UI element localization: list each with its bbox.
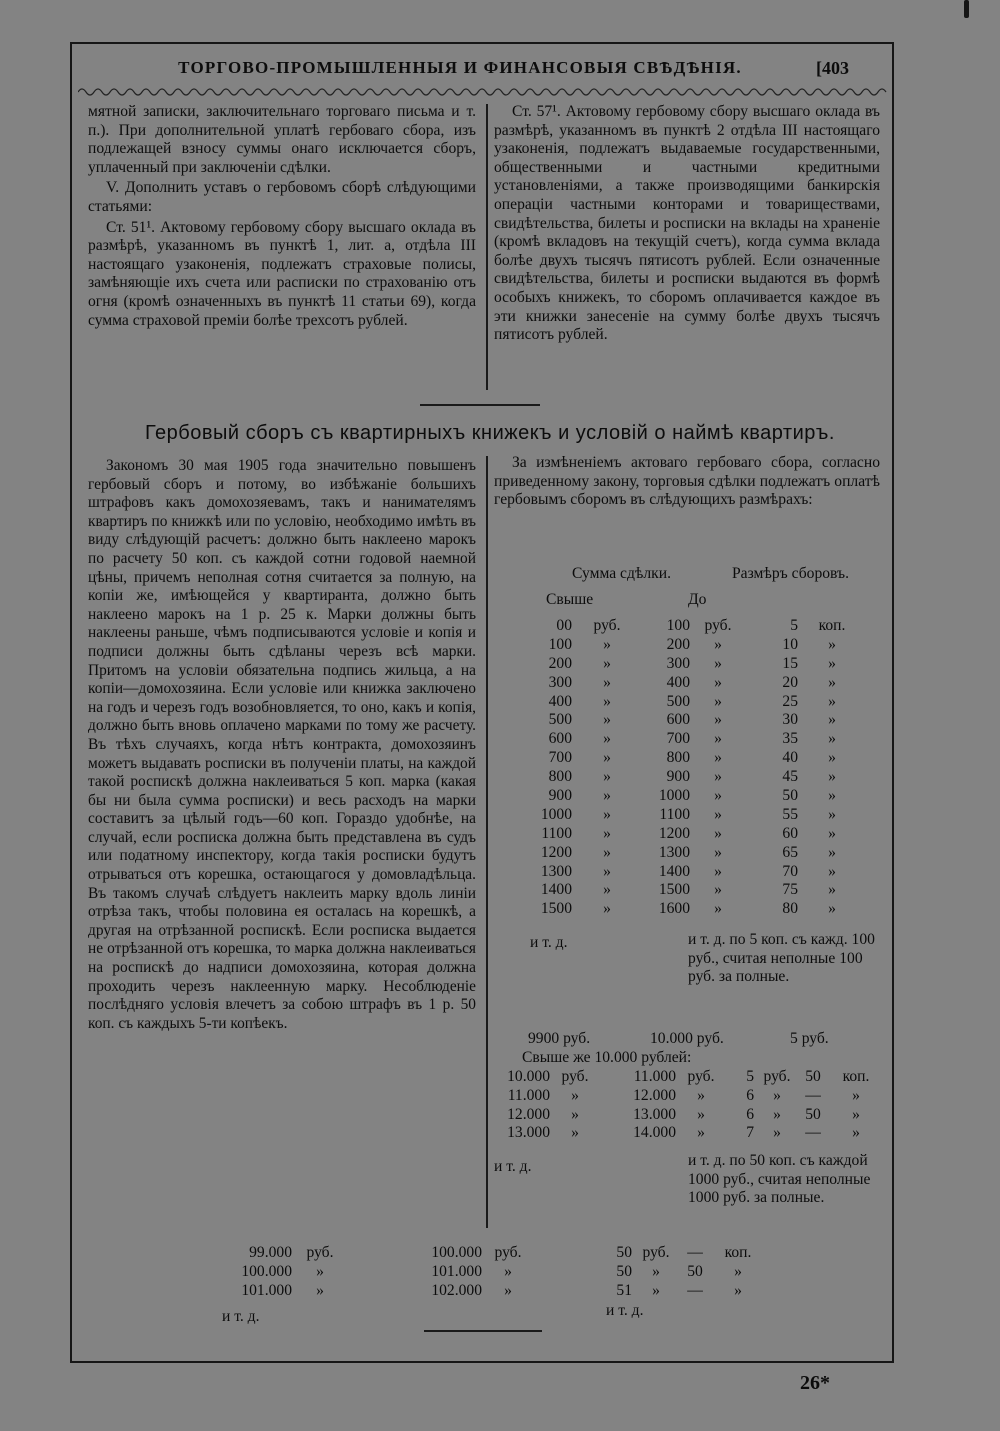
table-row [500, 617, 885, 636]
cell-to-unit: » [504, 1262, 512, 1280]
cell-from-unit: руб. [561, 1067, 589, 1085]
cell-to-unit: » [714, 824, 722, 842]
cell-fee: 70 [782, 862, 798, 880]
scan-mark [964, 0, 969, 18]
cell-to: 1400 [658, 862, 690, 880]
cell-fee-unit: » [828, 730, 836, 748]
cell-to-unit: » [714, 635, 722, 653]
cell-to-unit: » [504, 1281, 512, 1299]
cell-to-unit: » [697, 1105, 705, 1123]
paragraph: За измѣненіемъ актоваго гербоваго сбора, согласно приведенному закону, торговыя сдѣлки подлежатъ оплатѣ гербовымъ сборомъ въ слѣдующихъ размѣрахъ: [494, 454, 880, 509]
cell-rub-unit: руб. [763, 1067, 791, 1085]
row-9900-to: 10.000 руб. [650, 1030, 724, 1047]
cell-to-unit: » [714, 881, 722, 899]
cell-kop-unit: » [852, 1086, 860, 1104]
cell-from: 1300 [540, 862, 572, 880]
cell-fee: 80 [782, 900, 798, 918]
cell-from-unit: » [571, 1124, 579, 1142]
cell-fee-unit: » [828, 805, 836, 823]
etc-label: и т. д. [606, 1302, 644, 1319]
cell-to: 14.000 [633, 1124, 676, 1142]
cell-from: 11.000 [507, 1086, 550, 1104]
cell-to: 1100 [659, 805, 690, 823]
cell-fee-unit: » [828, 749, 836, 767]
cell-from: 400 [548, 692, 572, 710]
cell-from: 00 [556, 617, 572, 634]
cell-from-unit: » [316, 1281, 324, 1299]
cell-from-unit: » [603, 673, 611, 691]
cell-from-unit: руб. [593, 617, 621, 634]
cell-kop-unit: » [734, 1262, 742, 1280]
cell-from: 1400 [540, 881, 572, 899]
cell-from-unit: руб. [306, 1244, 334, 1261]
paragraph: Ст. 51¹. Актовому гербовому сбору высшаго оклада въ размѣрѣ, указанномъ въ пунктѣ 1, лит. а, отдѣла III настоящаго узаконенія, подлежатъ страховые полисы, замѣняющіе ихъ счета или расписки по страхованію отъ огня (кромѣ означенныхъ въ пунктѣ 11 статьи 69), когда сумма страховой преміи болѣе трехсотъ рублей. [88, 218, 476, 329]
cell-fee: 60 [782, 824, 798, 842]
cell-from-unit: » [603, 711, 611, 729]
cell-fee: 65 [782, 843, 798, 861]
top-left-column [88, 103, 476, 330]
cell-fee: 20 [782, 673, 798, 691]
cell-from: 13.000 [507, 1124, 550, 1142]
lower-left-column [88, 457, 476, 1033]
cell-rub: 6 [746, 1086, 754, 1104]
table-row [500, 787, 885, 806]
cell-to: 500 [666, 692, 690, 710]
cell-fee: 35 [782, 730, 798, 748]
cell-rub: 51 [616, 1281, 632, 1299]
table-row [500, 655, 885, 674]
header-ornament [78, 86, 890, 98]
cell-from-unit: » [603, 843, 611, 861]
cell-from: 99.000 [249, 1244, 292, 1261]
cell-to: 102.000 [431, 1281, 482, 1299]
cell-from: 100.000 [241, 1262, 292, 1280]
cell-to-unit: » [714, 654, 722, 672]
cell-from-unit: » [603, 862, 611, 880]
cell-from: 600 [548, 730, 572, 748]
cell-to-unit: » [714, 749, 722, 767]
table-row [220, 1263, 780, 1282]
cell-from: 1000 [540, 805, 572, 823]
cell-fee-unit: коп. [818, 617, 846, 634]
rate-table [500, 565, 885, 919]
table-row [500, 825, 885, 844]
cell-from: 1100 [541, 824, 572, 842]
table-row [500, 806, 885, 825]
cell-fee: 15 [782, 654, 798, 672]
signature-mark: 26* [800, 1372, 830, 1394]
paragraph: Закономъ 30 мая 1905 года значительно повышенъ гербовый сборъ и потому, во избѣжаніе большихъ штрафовъ какъ домохозяевамъ, такъ и нанимателямъ квартиръ по книжкѣ или по условію, необходимо имѣть въ виду слѣдующій расчетъ: должно быть наклеено марокъ по расчету 50 коп. съ каждой сотни годовой наемной цѣны, причемъ неполная сотня считается за полную, на копіи же, имѣющейся у квартиранта, должно быть наклеено марокъ на 1 р. 25 к. Марки должны быть наклеены раньше, чѣмъ подписываются условіе и копія и подписи должны быть сдѣланы черезъ всѣ марки. Притомъ на условіи обязательна подпись жильца, а на копіи—домохозяина. Если условіе или книжка заключено на годъ и черезъ годъ возобновляется, то оно, какъ и копія, должно быть вновь оплачено марками по тому же расчету. Въ тѣхъ случаяхъ, когда нѣтъ контракта, домохозяинъ можетъ выдавать росписки въ полученіи платы, на каждой такой роспискѣ должна наклеиваться 5 коп. марка (какая бы ни была сумма росписки) и весь расходъ на марки составитъ за цѣлый годъ—60 коп. Гораздо удобнѣе, на случай, если росписка должна быть представлена въ судъ или податному инспектору, когда такія росписки будутъ отрываться отъ корешка, остающагося у домовладѣльца. Въ такомъ случаѣ слѣдуетъ наклеить марку вдоль линіи отрѣза такъ, чтобы половина ея осталась на корешкѣ, а другая на отрѣзанной роспискѣ. Если росписка выдается не отрѣзанной отъ корешка, то марка должна наклеиваться на роспискѣ до надписи домохозяина, которая должна проходить черезъ наклеенную марку. Несоблюденіе послѣдняго условія влечетъ за собою штрафъ въ 1 р. 50 коп. съ каждыхъ 5-ти копѣекъ. [88, 457, 476, 1032]
cell-rub: 6 [746, 1105, 754, 1123]
table-row [494, 1068, 886, 1087]
cell-fee: 75 [782, 881, 798, 899]
cell-rub-unit: » [773, 1124, 781, 1142]
cell-to-unit: » [697, 1124, 705, 1142]
table-row [500, 674, 885, 693]
cell-to-unit: » [714, 673, 722, 691]
cell-from: 500 [548, 711, 572, 729]
table-row [500, 844, 885, 863]
cell-to: 1600 [658, 900, 690, 918]
rate-table-bottom [220, 1244, 780, 1301]
cell-to: 300 [666, 654, 690, 672]
table-row [500, 863, 885, 882]
table-row [500, 693, 885, 712]
etc-label: и т. д. [222, 1308, 260, 1325]
cell-fee-unit: » [828, 692, 836, 710]
cell-to-unit: » [697, 1086, 705, 1104]
cell-to: 700 [666, 730, 690, 748]
cell-from-unit: » [603, 730, 611, 748]
cell-from-unit: » [603, 881, 611, 899]
cell-fee-unit: » [828, 711, 836, 729]
cell-to: 800 [666, 749, 690, 767]
cell-kop-unit: » [852, 1124, 860, 1142]
cell-rub-unit: » [652, 1281, 660, 1299]
cell-from-unit: » [603, 787, 611, 805]
cell-from: 1500 [540, 900, 572, 918]
cell-fee-unit: » [828, 673, 836, 691]
cell-from-unit: » [603, 768, 611, 786]
cell-to-unit: » [714, 768, 722, 786]
table-row [220, 1282, 780, 1301]
cell-from-unit: » [603, 805, 611, 823]
cell-kop-unit: » [852, 1105, 860, 1123]
paragraph: Ст. 57¹. Актовому гербовому сбору высшаго оклада въ размѣрѣ, указанномъ въ пунктѣ 2 отдѣла III настоящаго узаконенія, подлежатъ выдаваемые государственными, общественными и частными кредитными установленіями, а также производящими банкирскія операціи частными конторами и товариществами, свидѣтельства, билеты и росписки на вклады на храненіе (кромѣ вкладовъ на текущій счетъ), когда сумма вклада болѣе двухъ тысячъ пятисотъ рублей. Если означенные свидѣтельства, билеты и росписки выдаются въ формѣ особыхъ книжекъ, то сборомъ оплачивается каждое въ эти книжки занесеніе на сумму болѣе двухъ тысячъ пятисотъ рублей. [494, 103, 880, 344]
column-header-sum: Сумма сдѣлки. [572, 565, 671, 582]
cell-kop: — [687, 1281, 703, 1299]
cell-to-unit: руб. [687, 1067, 715, 1085]
cell-to-unit: » [714, 805, 722, 823]
cell-rub-unit: » [652, 1262, 660, 1280]
cell-rub-unit: руб. [642, 1244, 670, 1261]
cell-from-unit: » [316, 1262, 324, 1280]
cell-fee-unit: » [828, 787, 836, 805]
cell-to: 400 [666, 673, 690, 691]
cell-fee-unit: » [828, 635, 836, 653]
cell-kop: 50 [687, 1262, 703, 1280]
cell-fee: 40 [782, 749, 798, 767]
cell-kop: 50 [805, 1105, 821, 1123]
cell-from-unit: » [603, 654, 611, 672]
etc-note: и т. д. по 5 коп. съ кажд. 100 руб., считая неполные 100 руб. за полные. [688, 931, 875, 986]
cell-rub: 5 [746, 1067, 754, 1085]
cell-to-unit: руб. [494, 1244, 522, 1261]
above-label: Свыше же 10.000 рублей: [522, 1048, 692, 1066]
cell-kop-unit: » [734, 1281, 742, 1299]
cell-rub: 7 [746, 1124, 754, 1142]
separator-rule [424, 1330, 542, 1332]
cell-to-unit: » [714, 787, 722, 805]
cell-to-unit: » [714, 843, 722, 861]
cell-fee: 55 [782, 805, 798, 823]
etc-note: и т. д. по 50 коп. съ каждой 1000 руб., считая неполные 1000 руб. за полные. [688, 1152, 871, 1207]
cell-to: 1500 [658, 881, 690, 899]
cell-fee-unit: » [828, 900, 836, 918]
cell-to: 12.000 [633, 1086, 676, 1104]
cell-to: 11.000 [633, 1067, 676, 1085]
cell-fee: 50 [782, 787, 798, 805]
cell-to-unit: руб. [704, 617, 732, 634]
row-9900-fee: 5 руб. [790, 1030, 829, 1047]
cell-rub-unit: » [773, 1105, 781, 1123]
cell-fee: 45 [782, 768, 798, 786]
cell-rub-unit: » [773, 1086, 781, 1104]
cell-fee: 5 [790, 617, 798, 634]
cell-from: 200 [548, 654, 572, 672]
cell-from-unit: » [603, 824, 611, 842]
cell-from: 1200 [540, 843, 572, 861]
cell-to: 600 [666, 711, 690, 729]
cell-to: 13.000 [633, 1105, 676, 1123]
table-row [494, 1087, 886, 1106]
paragraph: мятной записки, заключительнаго торговаго письма и т. п.). При дополнительной уплатѣ гербоваго сбора, изъ подлежащей взносу суммы онаго исключается сборъ, уплаченный при заключеніи сдѣлки. [88, 103, 476, 176]
cell-to-unit: » [714, 862, 722, 880]
cell-kop: — [687, 1244, 703, 1261]
cell-fee: 10 [782, 635, 798, 653]
table-row [500, 749, 885, 768]
column-divider [486, 104, 488, 390]
cell-kop: — [805, 1086, 821, 1104]
column-header-to: До [688, 591, 707, 608]
table-row [500, 730, 885, 749]
cell-kop-unit: коп. [724, 1244, 752, 1261]
cell-from: 10.000 [507, 1067, 550, 1085]
cell-to: 100.000 [431, 1244, 482, 1261]
cell-fee: 30 [782, 711, 798, 729]
cell-from-unit: » [603, 692, 611, 710]
table-row [220, 1244, 780, 1263]
cell-to: 200 [666, 635, 690, 653]
cell-rub: 50 [616, 1244, 632, 1261]
cell-fee-unit: » [828, 881, 836, 899]
column-header-above: Свыше [546, 591, 594, 608]
cell-from-unit: » [603, 749, 611, 767]
cell-kop: 50 [805, 1067, 821, 1085]
paragraph: V. Дополнить уставъ о гербовомъ сборѣ слѣдующими статьями: [88, 179, 476, 215]
cell-to: 100 [666, 617, 690, 634]
rate-table-large-rows [494, 1068, 886, 1144]
cell-from: 101.000 [241, 1281, 292, 1299]
cell-from-unit: » [603, 635, 611, 653]
rate-table-bottom-rows [220, 1244, 780, 1301]
table-row [500, 900, 885, 919]
rate-table-large [494, 1030, 886, 1143]
cell-fee-unit: » [828, 768, 836, 786]
table-row [500, 636, 885, 655]
cell-from-unit: » [603, 900, 611, 918]
table-row [500, 881, 885, 900]
cell-from: 800 [548, 768, 572, 786]
cell-kop-unit: коп. [842, 1067, 870, 1085]
top-right-column [494, 103, 880, 345]
running-header: ТОРГОВО-ПРОМЫШЛЕННЫЯ И ФИНАНСОВЫЯ СВѢДѢНІЯ. [178, 58, 742, 77]
row-9900-from: 9900 руб. [528, 1030, 591, 1047]
cell-rub: 50 [616, 1262, 632, 1280]
separator-rule [420, 404, 540, 406]
section-title: Гербовый сборъ съ квартирныхъ книжекъ и условій о наймѣ квартиръ. [145, 422, 835, 444]
cell-fee-unit: » [828, 862, 836, 880]
column-divider [486, 456, 488, 1228]
cell-from: 700 [548, 749, 572, 767]
cell-to: 1000 [658, 787, 690, 805]
table-row [500, 711, 885, 730]
cell-from-unit: » [571, 1086, 579, 1104]
cell-fee-unit: » [828, 843, 836, 861]
page-number: [403 [816, 58, 849, 78]
cell-from: 100 [548, 635, 572, 653]
cell-to: 900 [666, 768, 690, 786]
etc-label: и т. д. [494, 1158, 532, 1175]
cell-to: 1300 [658, 843, 690, 861]
cell-to-unit: » [714, 711, 722, 729]
rate-table-rows [500, 617, 885, 919]
table-row [494, 1106, 886, 1125]
cell-to: 1200 [658, 824, 690, 842]
cell-from: 300 [548, 673, 572, 691]
cell-to: 101.000 [431, 1262, 482, 1280]
cell-to-unit: » [714, 692, 722, 710]
cell-from-unit: » [571, 1105, 579, 1123]
table-row [500, 768, 885, 787]
cell-from: 900 [548, 787, 572, 805]
table-row [494, 1124, 886, 1143]
column-header-fee: Размѣръ сборовъ. [732, 565, 849, 582]
cell-from: 12.000 [507, 1105, 550, 1123]
cell-to-unit: » [714, 900, 722, 918]
cell-fee: 25 [782, 692, 798, 710]
cell-to-unit: » [714, 730, 722, 748]
cell-fee-unit: » [828, 654, 836, 672]
cell-fee-unit: » [828, 824, 836, 842]
cell-kop: — [805, 1124, 821, 1142]
etc-label: и т. д. [530, 934, 568, 951]
lower-right-column [494, 454, 880, 510]
